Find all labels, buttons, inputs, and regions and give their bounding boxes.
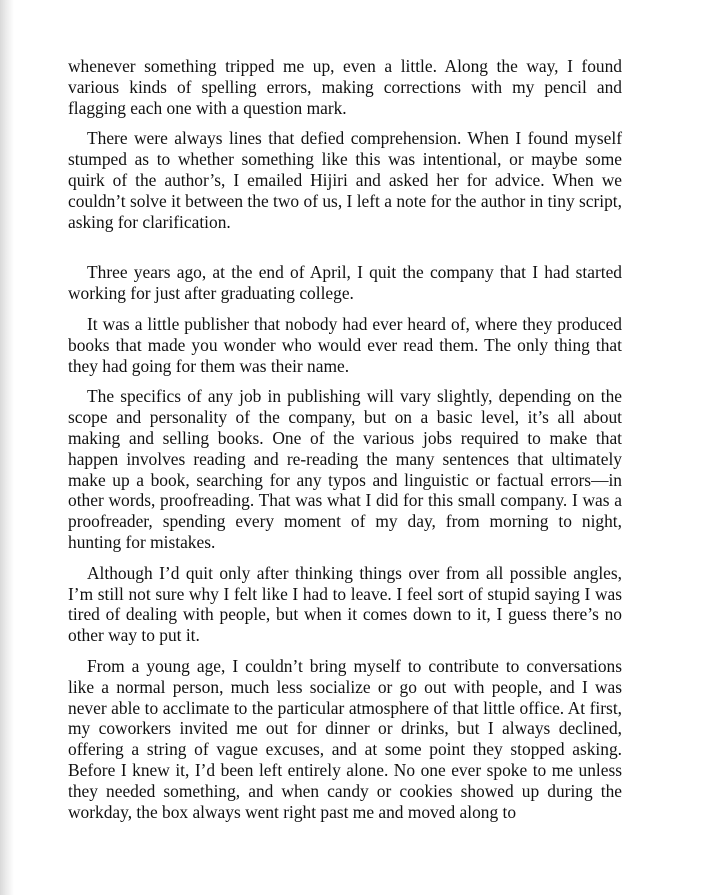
paragraph: The specifics of any job in publishing will vary slightly, depending on the scope and personality of the company, but on a basic level, it’s all about making and selling books. One of the various jobs required to make that happen involves reading and re-reading the many sentences that ultimately make up a book, searching for any typos and linguistic or factual errors—in other words, proofreading. That was what I did for this small company. I was a proofreader, spending every moment of my day, from morning to night, hunting for mistakes. (68, 386, 622, 552)
section-break (68, 242, 622, 262)
paragraph: Although I’d quit only after thinking things over from all possible angles, I’m still not sure why I felt like I had to leave. I feel sort of stupid saying I was tired of dealing with people, but when it comes down to it, I guess there’s no other way to put it. (68, 562, 622, 646)
paragraph: It was a little publisher that nobody had ever heard of, where they produced books that made you wonder who would ever read them. The only thing that they had going for them was their name. (68, 313, 622, 376)
paragraph: Three years ago, at the end of April, I quit the company that I had started working for just after graduating college. (68, 262, 622, 304)
book-page (68, 56, 622, 832)
paragraph-continued: whenever something tripped me up, even a little. Along the way, I found various kinds of spelling errors, making corrections with my pencil and flagging each one with a question mark. (68, 56, 622, 118)
paragraph: From a young age, I couldn’t bring myself to contribute to conversations like a normal person, much less socialize or go out with people, and I was never able to acclimate to the particular atmosphere of that little office. At first, my coworkers invited me out for dinner or drinks, but I always declined, offering a string of vague excuses, and at some point they stopped asking. Before I knew it, I’d been left entirely alone. No one ever spoke to me unless they needed something, and when candy or cookies showed up during the workday, the box always went right past me and moved along to (68, 655, 622, 822)
paragraph: There were always lines that defied comprehension. When I found myself stumped as to whether something like this was intentional, or maybe some quirk of the author’s, I emailed Hijiri and asked her for advice. When we couldn’t solve it between the two of us, I left a note for the author in tiny script, asking for clarification. (68, 128, 622, 232)
page-edge-shadow (0, 0, 14, 895)
